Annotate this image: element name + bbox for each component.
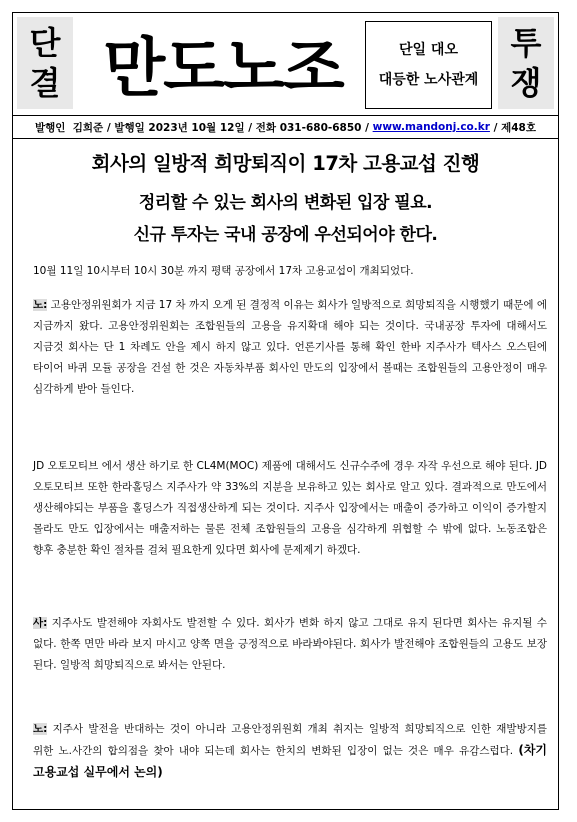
speaker-label: 사: — [33, 617, 48, 629]
publication-info — [13, 115, 558, 139]
left-char-1: 단 — [29, 24, 61, 62]
newsletter-title: 만도노조 — [103, 32, 343, 106]
website-link[interactable]: www.mandonj.co.kr — [372, 121, 490, 133]
subhead-2: 신규 투자는 국내 공장에 우선되어야 한다. — [133, 225, 438, 245]
subhead-1: 정리할 수 있는 회사의 변화된 입장 필요. — [138, 193, 433, 213]
paragraph-union-3 — [33, 719, 547, 784]
slogan-line-2: 대등한 노사관계 — [378, 72, 479, 88]
masthead — [13, 13, 558, 113]
masthead-right-slogan — [498, 17, 554, 109]
speaker-label: 노: — [33, 723, 48, 735]
paragraph-text: 고용안정위원회가 지금 17 차 까지 오게 된 결정적 이유는 회사가 일방적으로 희망퇴직을 시행했기 때문에 에 지금까지 왔다. 고용안정위원회는 조합원들의 고용을 유지확대 해야 되는 것이다. 국내공장 투자에 대해서도 지금것 회사는 단 1 차례도 안을 제시 하지 않고 있다. 언론기사를 통해 확인 한바 지주사가 텍사스 오스틴에 타이어 바퀴 모듈 공장을 건설 한 것은 자동차부품 회사인 만도의 입장에서 볼때는 조합원들의 고용안정이 매우 심각하게 받아 들인다. — [33, 299, 547, 395]
paragraph-company — [33, 613, 547, 676]
speaker-label: 노: — [33, 299, 48, 311]
slogan-line-1: 단일 대오 — [399, 42, 458, 58]
left-char-2: 결 — [29, 64, 61, 102]
paragraph-union-1 — [33, 295, 547, 400]
paragraph-union-2 — [33, 456, 547, 561]
headline: 회사의 일방적 희망퇴직이 17차 고용교섭 진행 — [91, 152, 480, 175]
closing-note: (차기 고용교섭 실무에서 논의) — [33, 743, 547, 779]
intro-text: 10월 11일 10시부터 10시 30분 까지 평택 공장에서 17차 고용교섭이 개최되었다. — [33, 265, 414, 277]
right-char-2: 쟁 — [510, 64, 542, 102]
paragraph-text: 지주사도 발전해야 자회사도 발전할 수 있다. 회사가 변화 하지 않고 그대로 유지 된다면 회사는 유지될 수 없다. 한쪽 면만 바라 보지 마시고 양쪽 면을 긍정적으로 바라봐야된다. 회사가 발전해야 조합원들의 고용도 보장 된다. 일방적 희망퇴직으로 봐서는 안된다. — [33, 617, 547, 671]
right-char-1: 투 — [510, 24, 542, 62]
paragraph-text: JD 오토모티브 에서 생산 하기로 한 CL4M(MOC) 제품에 대해서도 신규수주에 경우 자작 우선으로 해야 된다. JD 오토모티브 또한 한라홀딩스 지주사가 약 33%의 지분을 보유하고 있는 회사로 알고 있다. 결과적으로 만도에서 생산해야되는 부품을 홀딩스가 직접생산하게 되는 것이다. 지주사 입장에서는 매출이 증가하고 이익이 증가할지 몰라도 만도 입장에서는 매출저하는 물론 전체 조합원들의 고용을 심각하게 위협할 수 밖에 없다. 노동조합은 향후 충분한 확인 절차를 걸쳐 필요한게 있다면 회사에 문제제기 하겠다. — [33, 460, 547, 556]
info-suffix: / 제48호 — [489, 121, 536, 134]
info-prefix: 발행인 김희준 / 발행일 2023년 10월 12일 / 전화 031-680-6850 / — [35, 121, 373, 134]
newsletter-frame — [12, 12, 559, 810]
masthead-left-slogan — [17, 17, 73, 109]
slogan-box — [365, 21, 492, 109]
paragraph-text: 지주사 발전을 반대하는 것이 아니라 고용안정위원회 개최 취지는 일방적 희망퇴직으로 인한 재발방지를 위한 노.사간의 합의점을 찾아 내야 되는데 회사는 한치의 변화된 입장이 없는 것은 매우 유감스럽다. — [33, 723, 547, 757]
